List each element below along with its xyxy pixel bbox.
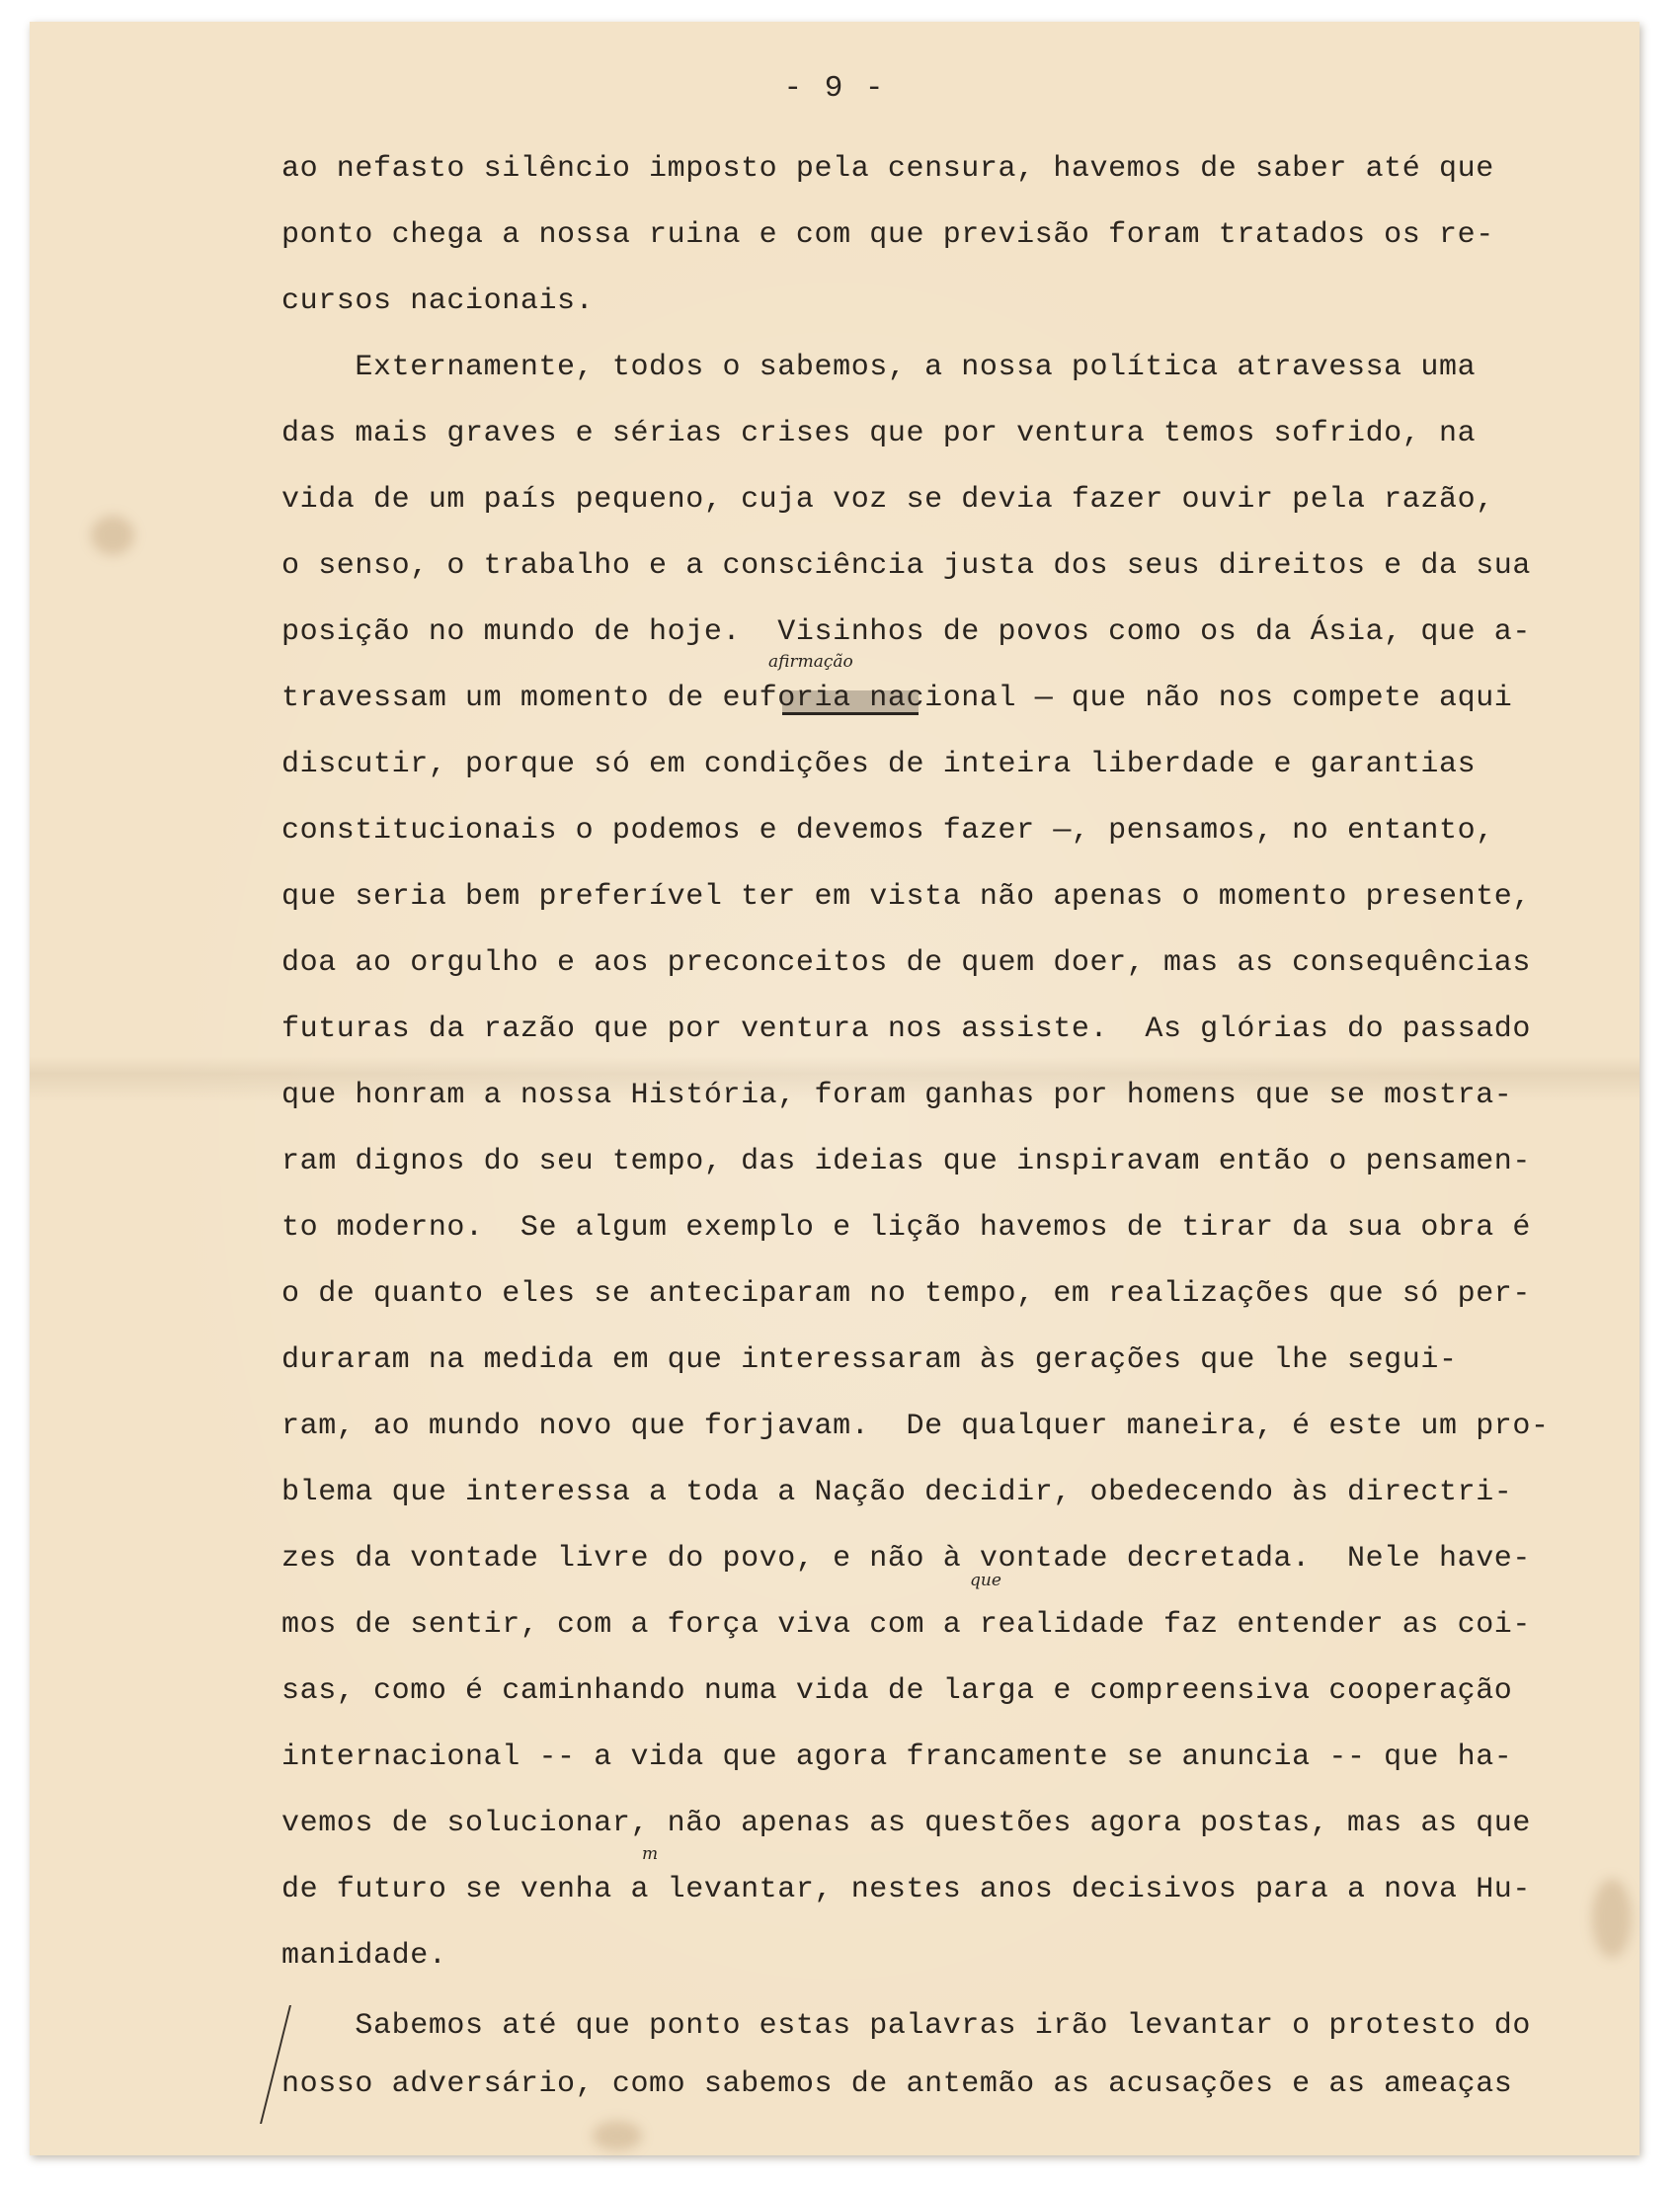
text-line: nosso adversário, como sabemos de antemão as acusações e as ameaças <box>281 2067 1513 2101</box>
text-line: que honram a nossa História, foram ganhas por homens que se mostra- <box>281 1079 1513 1112</box>
text-line: futuras da razão que por ventura nos assiste. As glórias do passado <box>281 1012 1531 1046</box>
text-line: cursos nacionais. <box>281 284 595 318</box>
text-line: o de quanto eles se anteciparam no tempo, em realizações que só per- <box>281 1277 1531 1311</box>
text-line: vemos de solucionar, não apenas as questões agora postas, mas as que <box>281 1807 1531 1840</box>
page-number: - 9 - <box>783 71 886 106</box>
text-line: ao nefasto silêncio imposto pela censura, havemos de saber até que <box>281 152 1494 186</box>
text-line: sas, como é caminhando numa vida de larga e compreensiva cooperação <box>281 1674 1513 1708</box>
body-text <box>281 136 1664 2118</box>
text-line: doa ao orgulho e aos preconceitos de quem doer, mas as consequências <box>281 946 1531 980</box>
text-line: discutir, porque só em condições de inteira liberdade e garantias <box>281 748 1477 781</box>
text-line: que seria bem preferível ter em vista não apenas o momento presente, <box>281 880 1531 914</box>
text-line: das mais graves e sérias crises que por ventura temos sofrido, na <box>281 417 1477 450</box>
text-line: to moderno. Se algum exemplo e lição havemos de tirar da sua obra é <box>281 1211 1531 1245</box>
paper-stain <box>91 516 134 555</box>
text-line: blema que interessa a toda a Nação decidir, obedecendo às directri- <box>281 1476 1513 1509</box>
text-line: travessam um momento de euforia nacional — que não nos compete aqui <box>281 682 1513 715</box>
handwritten-m: m <box>642 1844 659 1864</box>
text-line: mos de sentir, com a força viva com a realidade faz entender as coi- <box>281 1608 1531 1642</box>
text-line: constitucionais o podemos e devemos fazer —, pensamos, no entanto, <box>281 814 1494 848</box>
text-line: posição no mundo de hoje. Visinhos de povos como os da Ásia, que a- <box>281 615 1531 649</box>
handwritten-afirmacao: afirmação <box>768 652 853 672</box>
text-line: Externamente, todos o sabemos, a nossa política atravessa uma <box>281 351 1477 384</box>
text-line: vida de um país pequeno, cuja voz se devia fazer ouvir pela razão, <box>281 483 1494 517</box>
text-line: duraram na medida em que interessaram às gerações que lhe segui- <box>281 1343 1458 1377</box>
text-line: zes da vontade livre do povo, e não à vontade decretada. Nele have- <box>281 1542 1531 1576</box>
text-line: ram dignos do seu tempo, das ideias que inspiravam então o pensamen- <box>281 1145 1531 1178</box>
text-line: Sabemos até que ponto estas palavras irão levantar o protesto do <box>281 2009 1531 2043</box>
text-line: o senso, o trabalho e a consciência justa dos seus direitos e da sua <box>281 549 1531 583</box>
handwritten-que: que <box>970 1571 1001 1590</box>
paper-stain <box>593 2121 642 2150</box>
text-line: internacional -- a vida que agora francamente se anuncia -- que ha- <box>281 1741 1513 1774</box>
text-line: de futuro se venha a levantar, nestes anos decisivos para a nova Hu- <box>281 1873 1531 1906</box>
text-line: manidade. <box>281 1939 447 1973</box>
text-line: ponto chega a nossa ruina e com que previsão foram tratados os re- <box>281 218 1494 252</box>
text-line: ram, ao mundo novo que forjavam. De qualquer maneira, é este um pro- <box>281 1410 1550 1443</box>
